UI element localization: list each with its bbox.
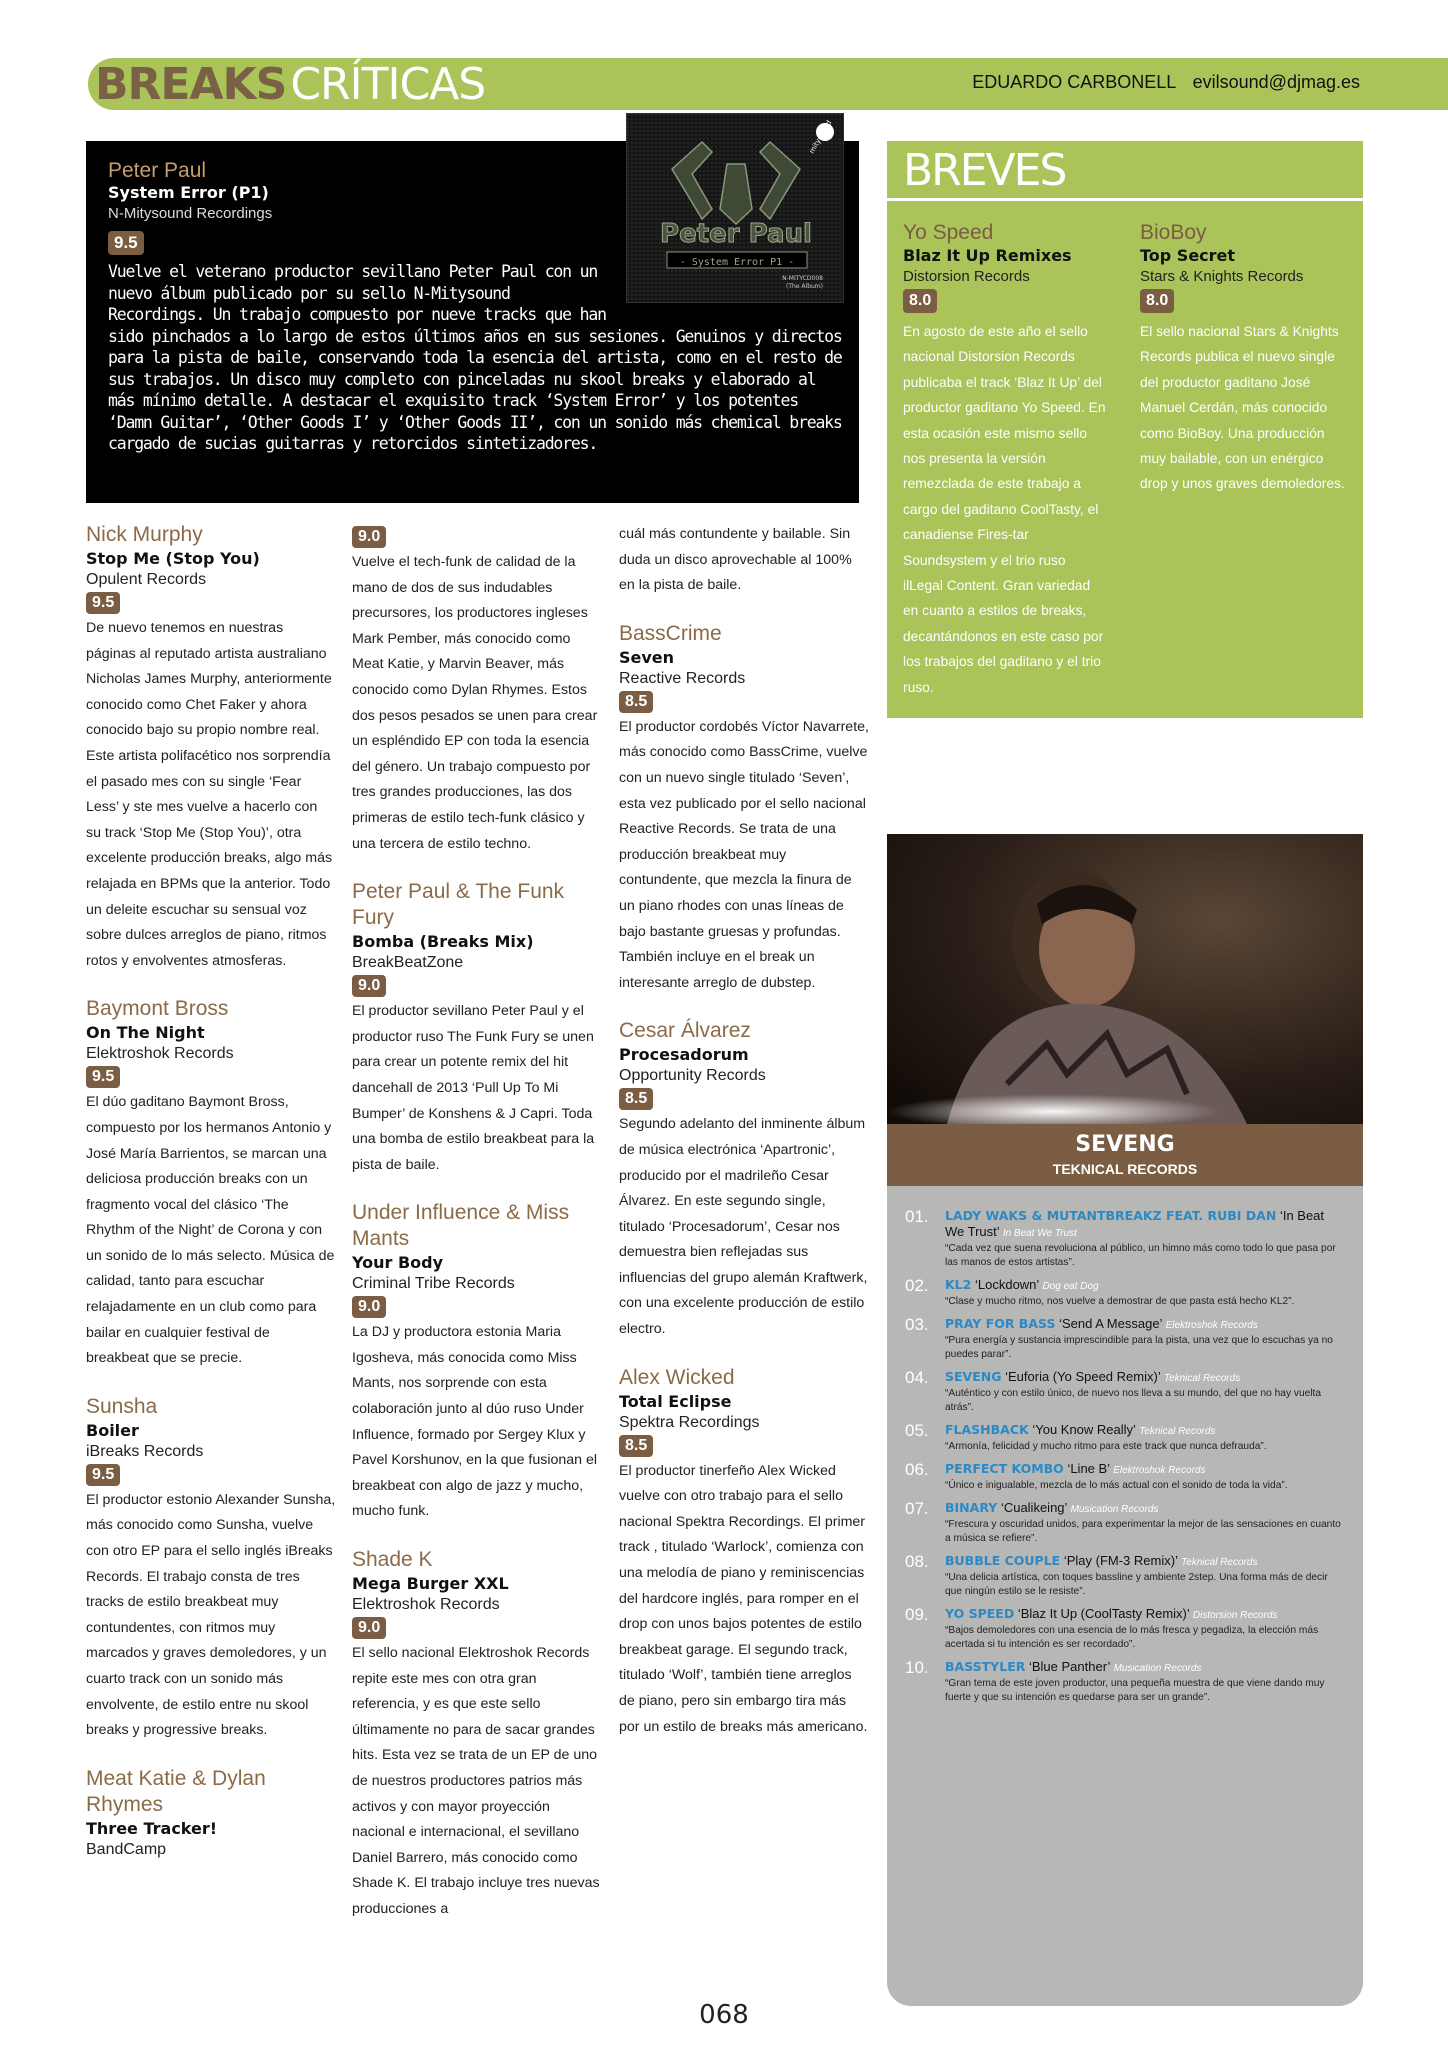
chart-entry — [905, 1277, 1345, 1309]
breve-item — [1140, 221, 1345, 497]
chart-track: ‘Lockdown’ — [974, 1277, 1039, 1292]
review-title: Procesadorum — [619, 1045, 749, 1065]
album-cover-title: - System Error P1 - — [679, 257, 795, 268]
review-score-badge: 9.5 — [86, 592, 120, 614]
dj-photo-image — [887, 834, 1363, 1124]
review-label: Elektroshok Records — [86, 1045, 234, 1063]
featured-body: Vuelve el veterano productor sevillano Peter Paul con un nuevo álbum publicado por su sello N-Mitysound Recordings. Un trabajo compuesto por nueve tracks que han sido pinchados a lo largo de estos últimos años en sus sesiones. Genuinos y directos para la pista de baile, conservando toda la esencia del artista, como en el resto de sus trabajos. Un disco muy completo con pinceladas nu skool breaks y elaborado al más mínimo detalle. A destacar el exquisito track ‘System Error’ y los potentes ‘Damn Guitar’, ‘Other Goods I’ y ‘Other Goods II’, con un sonido más chemical breaks cargado de sucias guitarras y retorcidos sintetizadores. — [108, 262, 842, 453]
review-score-badge: 9.5 — [86, 1066, 120, 1088]
breve-label: Distorsion Records — [903, 268, 1030, 285]
chart-artist: BUBBLE COUPLE — [945, 1553, 1061, 1568]
chart-position: 10. — [905, 1658, 929, 1677]
review-item — [619, 621, 869, 997]
chart-track: ‘Cualikeing’ — [1000, 1500, 1067, 1515]
review-score-badge: 9.0 — [352, 1617, 386, 1639]
review-item — [619, 1018, 869, 1342]
chart-position: 01. — [905, 1207, 929, 1226]
chart-entry — [905, 1553, 1345, 1599]
chart-quote: “Cada vez que suena revoluciona al público, un himno más como todo lo que pasa por las manos de estos artistas”. — [945, 1243, 1336, 1268]
review-column-3 — [619, 522, 869, 1762]
review-artist: Cesar Álvarez — [619, 1019, 751, 1043]
review-body: cuál más contundente y bailable. Sin duda un disco aprovechable al 100% en la pista de baile. — [619, 526, 852, 594]
chart-position: 03. — [905, 1315, 929, 1334]
chart-label: Musication Records — [1070, 1504, 1159, 1515]
section-title-light: CRÍTICAS — [290, 59, 486, 110]
chart-entry — [905, 1316, 1345, 1362]
review-label: Opportunity Records — [619, 1067, 766, 1085]
album-cover-code: N-MITYCD008 — [782, 275, 823, 282]
dj-photo — [887, 834, 1363, 1124]
review-title: Boiler — [86, 1420, 139, 1440]
chart-artist: PERFECT KOMBO — [945, 1461, 1064, 1476]
chart-label: Elektroshok Records — [1113, 1465, 1206, 1476]
review-body: El productor sevillano Peter Paul y el productor ruso The Funk Fury se unen para crear un potente remix del hit dancehall de 2013 ‘Pull Up To Mi Bumper’ de Konshens & J Capri. Toda una bomba de estilo breakbeat para la pista de baile. — [352, 1003, 595, 1173]
top10-chart — [887, 1186, 1363, 2006]
review-label: Elektroshok Records — [352, 1596, 500, 1614]
review-score-badge: 8.5 — [619, 691, 653, 713]
chart-quote: “Pura energía y sustancia imprescindible para la pista, una vez que lo escuchas ya no puedes parar”. — [945, 1335, 1333, 1360]
review-score-badge: 8.5 — [619, 1088, 653, 1110]
review-body: De nuevo tenemos en nuestras páginas al reputado artista australiano Nicholas James Murphy, anteriormente conocido como Chet Faker y ahora conocido bajo su propio nombre real. Este artista polifacético nos sorprendía el pasado mes con su single ‘Fear Less’ y ste mes vuelve a hacerlo con su track ‘Stop Me (Stop You)’, otra excelente producción breaks, algo más relajada en BPMs que la anterior. Todo un deleite escuchar su sensual voz sobre dulces arreglos de piano, ritmos rotos y envolventes atmosferas. — [86, 620, 333, 969]
review-title: Your Body — [352, 1253, 444, 1273]
review-item — [86, 1394, 336, 1744]
breve-item — [903, 221, 1108, 700]
review-title: Seven — [619, 647, 675, 667]
chart-position: 08. — [905, 1552, 929, 1571]
chart-label: Teknical Records — [1181, 1557, 1258, 1568]
review-title: Three Tracker! — [86, 1818, 218, 1838]
chart-track: ‘Play (FM-3 Remix)’ — [1063, 1553, 1178, 1568]
review-label: Reactive Records — [619, 669, 746, 687]
review-continuation — [352, 522, 602, 857]
chart-artist: LADY WAKS & MUTANTBREAKZ FEAT. RUBI DAN — [945, 1208, 1277, 1223]
review-item — [86, 1766, 336, 1860]
page-number: 068 — [699, 2000, 749, 2030]
review-column-1 — [86, 522, 336, 1882]
review-label: BreakBeatZone — [352, 954, 464, 972]
review-title: Total Eclipse — [619, 1391, 732, 1411]
chart-position: 02. — [905, 1276, 929, 1295]
review-body: El productor estonio Alexander Sunsha, más conocido como Sunsha, vuelve con otro EP para el sello inglés iBreaks Records. El trabajo consta de tres tracks de estilo breakbeat muy contundentes, con ritmos muy marcados y graves demoledores, y un cuarto track con un sonido más envolvente, de estilo entre nu skool breaks y progressive breaks. — [86, 1491, 336, 1739]
chart-artist: YO SPEED — [945, 1606, 1015, 1621]
review-artist: Nick Murphy — [86, 523, 203, 546]
chart-label: Teknical Records — [1163, 1373, 1241, 1384]
review-column-2 — [352, 522, 602, 1945]
chart-label: Musication Records — [1113, 1663, 1202, 1674]
review-body: El sello nacional Elektroshok Records repite este mes con otra gran referencia, y es que este sello últimamente no para de sacar grandes hits. Esta vez se trata de un EP de uno de nuestros productores patrios más activos y con mayor proyección nacional e internacional, el sevillano Daniel Barrero, más conocido como Shade K. El trabajo incluye tres nuevas producciones a — [352, 1645, 600, 1917]
chart-entry — [905, 1422, 1345, 1454]
review-artist: Under Influence & Miss Mants — [352, 1201, 570, 1251]
review-body: Segundo adelanto del inminente álbum de música electrónica ‘Apartronic’, producido por el madrileño Cesar Álvarez. En este segundo single, titulado ‘Procesadorum’, Cesar nos demuestra bien reflejadas sus influencias del grupo alemán Kraftwerk, con una excelente producción de estilo electro. — [619, 1116, 868, 1338]
author-credit — [972, 72, 1360, 93]
chart-track: ‘Blue Panther’ — [1028, 1659, 1110, 1674]
chart-artist: SEVENG — [945, 1369, 1002, 1384]
chart-track: ‘Send A Message’ — [1059, 1316, 1162, 1331]
chart-position: 06. — [905, 1460, 929, 1479]
review-score-badge: 9.0 — [352, 975, 386, 997]
chart-position: 09. — [905, 1605, 929, 1624]
chart-quote: “Armonía, felicidad y mucho ritmo para este track que nunca defrauda”. — [945, 1441, 1267, 1452]
author-name: EDUARDO CARBONELL — [972, 72, 1176, 92]
breve-label: Stars & Knights Records — [1140, 268, 1304, 285]
review-body: El dúo gaditano Baymont Bross, compuesto por los hermanos Antonio y José María Barrientos, se marcan una deliciosa producción breaks con un fragmento vocal del clásico ‘The Rhythm of the Night’ de Corona y con un sonido de lo más selecto. Música de calidad, tanto para escuchar relajadamente en un club como para bailar en cualquier festival de breakbeat que se precie. — [86, 1094, 335, 1367]
album-cover — [626, 113, 844, 303]
chart-quote: “Clase y mucho ritmo, nos vuelve a demostrar de que pasta está hecho KL2”. — [945, 1296, 1295, 1307]
review-item — [86, 996, 336, 1372]
chart-entry — [905, 1461, 1345, 1493]
review-artist: Sunsha — [86, 1394, 158, 1418]
author-email: evilsound@djmag.es — [1192, 72, 1360, 92]
chart-quote: “Una delicia artística, con toques bassline y ambiente 2step. Una forma más de decir que ningún estilo se le resiste”. — [945, 1572, 1328, 1597]
featured-artist: Peter Paul — [108, 159, 207, 182]
review-item — [352, 879, 602, 1178]
album-cover-art — [627, 114, 844, 303]
review-item — [86, 522, 336, 974]
chart-label: In Beat We Trust — [1002, 1228, 1077, 1239]
chart-position: 04. — [905, 1368, 929, 1387]
chart-artist: KL2 — [945, 1277, 972, 1292]
section-title-bold: BREAKS — [95, 59, 287, 110]
chart-track: ‘In Beat We Trust’ — [945, 1208, 1325, 1239]
chart-dj-name: SEVENG — [1075, 1132, 1175, 1157]
breve-title: Top Secret — [1140, 246, 1236, 265]
chart-entry — [905, 1606, 1345, 1652]
review-body: La DJ y productora estonia Maria Igosheva, más conocida como Miss Mants, nos sorprende con esta colaboración junto al dúo ruso Under Influence, formado por Sergey Klux y Pavel Korshunov, en la que fusionan el breakbeat con algo de jazz y mucho, mucho funk. — [352, 1324, 598, 1520]
review-body: El productor cordobés Víctor Navarrete, más conocido como BassCrime, vuelve con un nuevo single titulado ‘Seven’, esta vez publicado por el sello nacional Reactive Records. Se trata de una producción breakbeat muy contundente, que mezcla la finura de un piano rhodes con unas líneas de bajo bastante gruesas y profundas. También incluye en el break un interesante arreglo de dubstep. — [619, 718, 869, 991]
breve-score-badge: 8.0 — [903, 289, 937, 313]
review-artist: Shade K — [352, 1548, 433, 1572]
review-artist: BassCrime — [619, 621, 722, 645]
review-artist: Alex Wicked — [619, 1365, 735, 1389]
chart-quote: “Frescura y oscuridad unidos, para experimentar la mejor de las sensaciones en cuanto a música se refiere”. — [945, 1519, 1341, 1544]
review-title: Bomba (Breaks Mix) — [352, 932, 534, 952]
review-label: Spektra Recordings — [619, 1413, 760, 1431]
review-title: Stop Me (Stop You) — [86, 549, 260, 568]
chart-position: 05. — [905, 1421, 929, 1440]
review-artist: Baymont Bross — [86, 997, 229, 1021]
label-logo-text: mitysound — [807, 119, 834, 155]
chart-track: ‘Line B’ — [1067, 1461, 1110, 1476]
review-artist: Peter Paul & The Funk Fury — [352, 880, 565, 930]
section-title — [95, 60, 485, 110]
chart-label: Teknical Records — [1139, 1426, 1216, 1437]
chart-quote: “Gran tema de este joven productor, una pequeña muestra de que viene dando muy fuerte y que su intención es quedarse para ser un grande”. — [945, 1678, 1325, 1703]
review-artist: Meat Katie & Dylan Rhymes — [86, 1766, 266, 1816]
breve-artist: BioBoy — [1140, 221, 1207, 244]
breve-score-badge: 8.0 — [1140, 289, 1174, 313]
chart-label: Dog eat Dog — [1042, 1281, 1099, 1292]
review-score-badge: 8.5 — [619, 1435, 653, 1457]
chart-dj-label: TEKNICAL RECORDS — [1052, 1161, 1198, 1177]
chart-entry — [905, 1208, 1345, 1270]
review-title: On The Night — [86, 1023, 205, 1043]
chart-entry — [905, 1659, 1345, 1705]
chart-quote: “Auténtico y con estilo único, de nuevo nos lleva a su mundo, del que no hay vuelta atrás”. — [945, 1388, 1322, 1413]
featured-title: System Error (P1) — [108, 183, 269, 202]
review-label: BandCamp — [86, 1840, 167, 1858]
review-item — [352, 1547, 602, 1923]
breve-body: El sello nacional Stars & Knights Records publica el nuevo single del productor gaditano José Manuel Cerdán, más conocido como BioBoy. Una producción muy bailable, con un enérgico drop y unos graves demoledores. — [1140, 324, 1345, 492]
chart-artist: FLASHBACK — [945, 1422, 1029, 1437]
review-score-badge: 9.5 — [86, 1464, 120, 1486]
featured-review — [86, 119, 859, 503]
chart-header — [887, 1124, 1363, 1186]
breve-body: En agosto de este año el sello nacional Distorsion Records publicaba el track ‘Blaz It Up’ del productor gaditano Yo Speed. En esta ocasión este mismo sello nos presenta la versión remezclada de este trabajo a cargo del gaditano CoolTasty, el canadiense Fires-tar Soundsystem y el trio ruso ilLegal Content. Gran variedad en cuanto a estilos de breaks, decantándonos en este caso por los trabajos del gaditano y el trio ruso. — [903, 324, 1106, 695]
chart-quote: “Único e inigualable, mezcla de lo más actual con el sonido de toda la vida”. — [945, 1480, 1288, 1491]
review-label: Opulent Records — [86, 571, 207, 588]
featured-text — [108, 119, 844, 455]
review-label: iBreaks Records — [86, 1442, 204, 1460]
breves-panel — [887, 141, 1363, 718]
review-body: Vuelve el tech-funk de calidad de la mano de dos de sus indudables precursores, los productores ingleses Mark Pember, más conocido como Meat Katie, y Marvin Beaver, más conocido como Dylan Rhymes. Estos dos pesos pesados se unen para crear un espléndido EP con toda la esencia del género. Un trabajo compuesto por tres grandes producciones, las dos primeras de estilo tech-funk clásico y una tercera de estilo techno. — [352, 554, 598, 852]
review-item — [352, 1200, 602, 1525]
chart-quote: “Bajos demoledores con una esencia de lo más fresca y pegadiza, la elección más acertada si tu intención es ser recordado”. — [945, 1625, 1319, 1650]
chart-artist: PRAY FOR BASS — [945, 1316, 1056, 1331]
chart-label: Distorsion Records — [1192, 1610, 1278, 1621]
chart-track: ‘Euforia (Yo Speed Remix)’ — [1005, 1369, 1161, 1384]
review-score-badge: 9.0 — [352, 526, 386, 548]
review-body: El productor tinerfeño Alex Wicked vuelve con otro trabajo para el sello nacional Spektra Recordings. El primer track , titulado ‘Warlock’, comienza con una melodía de piano y reminiscencias del hardcore inglés, para romper en el drop con unos bajos potentes de estilo breakbeat garage. El segundo track, titulado ‘Wolf’, también tiene arreglos de piano, pero sin embargo tira más por un estilo de breaks más americano. — [619, 1462, 868, 1735]
chart-entry — [905, 1369, 1345, 1415]
featured-score-badge: 9.5 — [108, 231, 144, 255]
review-item — [619, 1365, 869, 1741]
breve-artist: Yo Speed — [903, 221, 994, 244]
review-title: Mega Burger XXL — [352, 1574, 509, 1594]
review-label: Criminal Tribe Records — [352, 1275, 515, 1293]
chart-track: ‘You Know Really’ — [1032, 1422, 1136, 1437]
chart-label: Elektroshok Records — [1165, 1320, 1258, 1331]
breves-heading: BREVES — [887, 141, 1363, 201]
chart-artist: BASSTYLER — [945, 1659, 1026, 1674]
breve-title: Blaz It Up Remixes — [903, 246, 1072, 265]
featured-label: N-Mitysound Recordings — [108, 205, 273, 222]
album-cover-artist: Peter Paul — [660, 219, 812, 249]
chart-entry — [905, 1500, 1345, 1546]
album-cover-sub: (The Album) — [786, 283, 823, 290]
review-continuation — [619, 522, 869, 599]
review-score-badge: 9.0 — [352, 1296, 386, 1318]
chart-artist: BINARY — [945, 1500, 998, 1515]
chart-track: ‘Blaz It Up (CoolTasty Remix)’ — [1017, 1606, 1190, 1621]
chart-position: 07. — [905, 1499, 929, 1518]
